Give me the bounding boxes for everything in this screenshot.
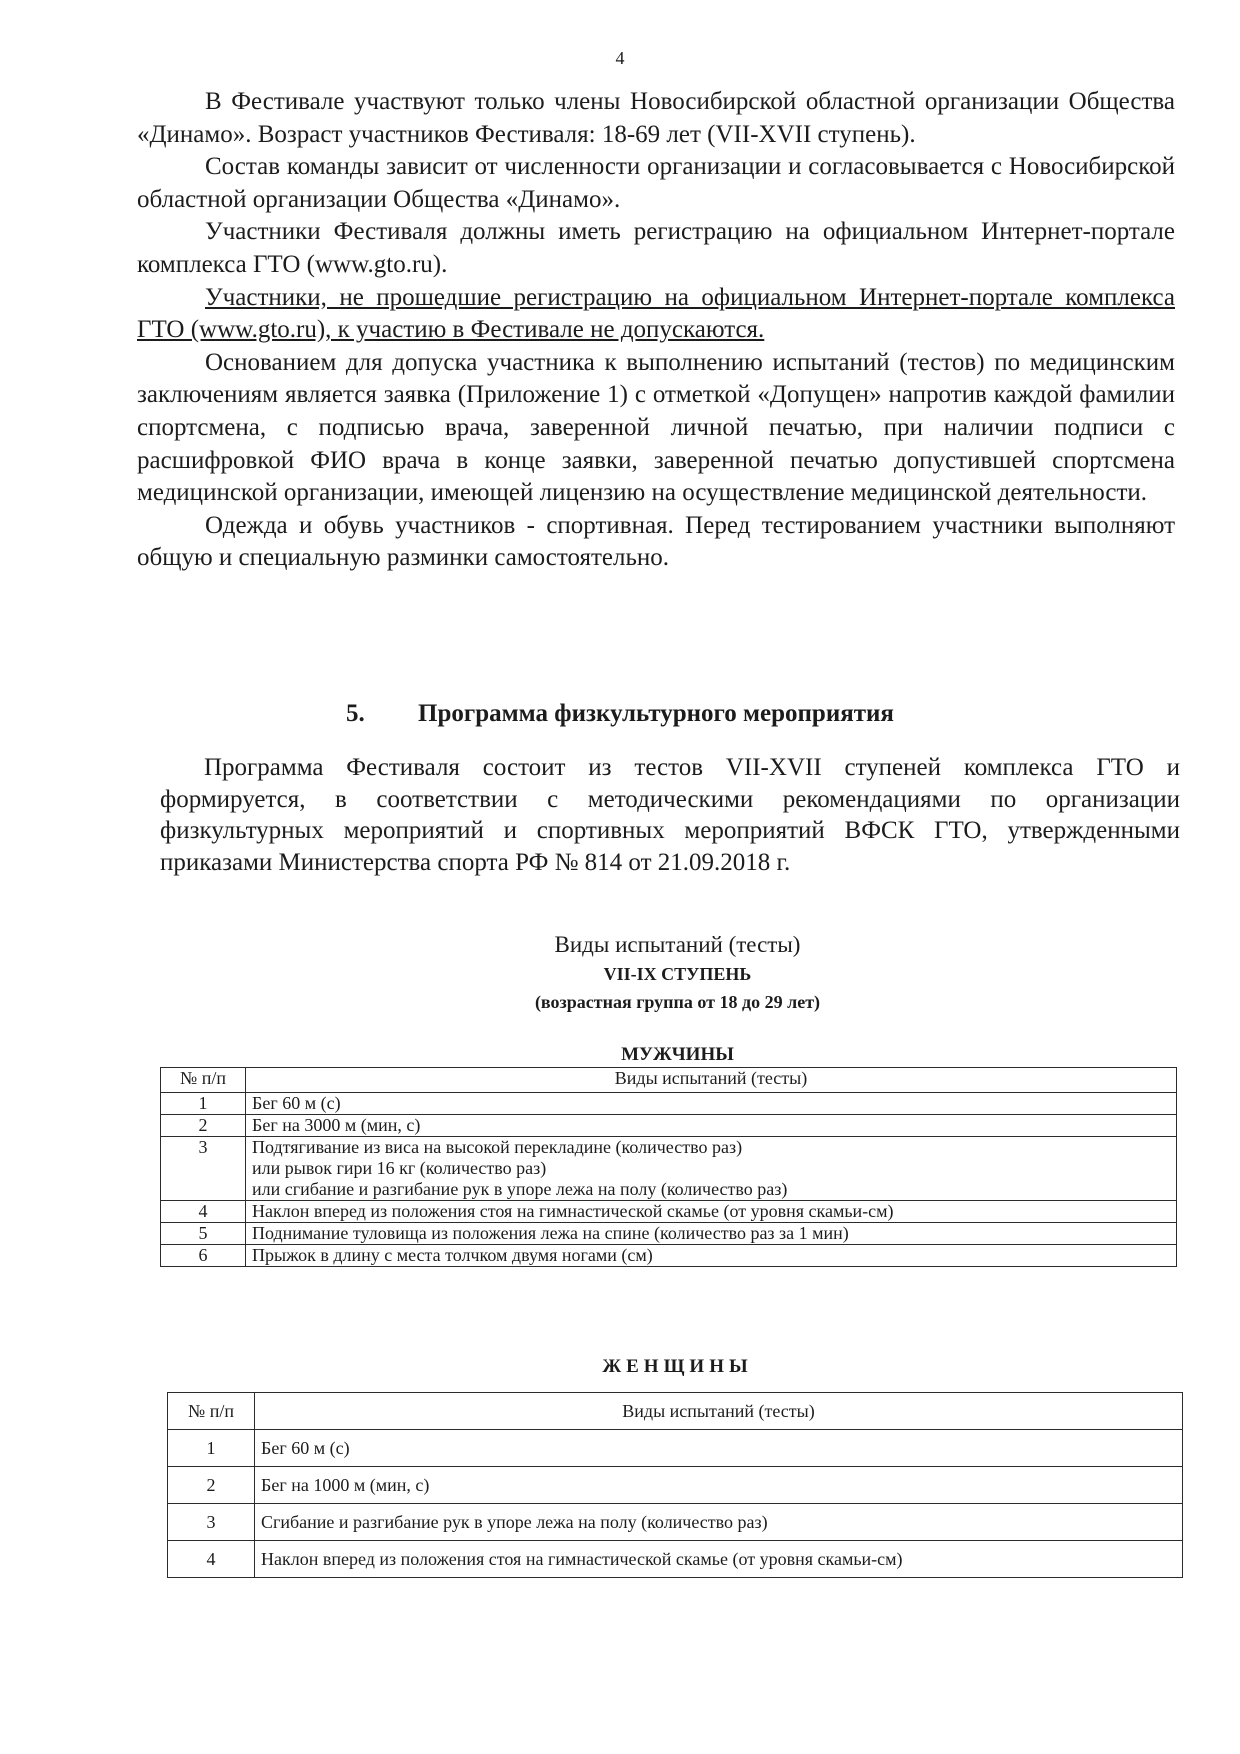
row-number: 1 (161, 1093, 246, 1115)
test-line: Подтягивание из виса на высокой перекладине (количество раз) (252, 1137, 743, 1157)
test-name (246, 1223, 1177, 1245)
table-row (161, 1223, 1177, 1245)
page-number: 4 (615, 48, 625, 68)
table-row (161, 1245, 1177, 1267)
test-name: Наклон вперед из положения стоя на гимнастической скамье (от уровня скамьи-см) (255, 1541, 1183, 1578)
test-line: Прыжок в длину с места толчком двумя ногами (см) (252, 1245, 653, 1265)
men-table-caption: МУЖЧИНЫ (621, 1044, 734, 1065)
row-number: 3 (168, 1504, 255, 1541)
women-table-caption: ЖЕНЩИНЫ (602, 1356, 753, 1377)
row-number: 2 (161, 1115, 246, 1137)
body-text (137, 86, 1175, 575)
paragraph-participants: В Фестивале участвуют только члены Новосибирской областной организации Общества «Динамо». Возраст участников Фестиваля: 18-69 лет (VII-XVII ступень). (137, 88, 1175, 148)
row-number: 4 (161, 1201, 246, 1223)
column-header-number: № п/п (168, 1393, 255, 1430)
paragraph-team-composition: Состав команды зависит от численности организации и согласовывается с Новосибирской областной организации Общества «Динамо». (137, 153, 1175, 213)
test-name (246, 1093, 1177, 1115)
column-header-number: № п/п (161, 1068, 246, 1093)
paragraph-medical-admission: Основанием для допуска участника к выполнению испытаний (тестов) по медицинским заключениям является заявка (Приложение 1) с отметкой «Допущен» напротив каждой фамилии спортсмена, с подписью врача, заверенной личной печатью, при наличии подписи с расшифровкой ФИО врача в конце заявки, заверенной печатью допустившей спортсмена медицинской организации, имеющей лицензию на осуществление медицинской деятельности. (137, 348, 1175, 507)
test-line: Поднимание туловища из положения лежа на спине (количество раз за 1 мин) (252, 1223, 849, 1243)
test-name: Сгибание и разгибание рук в упоре лежа на полу (количество раз) (255, 1504, 1183, 1541)
test-name (246, 1115, 1177, 1137)
row-number: 6 (161, 1245, 246, 1267)
test-name: Бег на 1000 м (мин, с) (255, 1467, 1183, 1504)
age-group-heading: (возрастная группа от 18 до 29 лет) (534, 992, 821, 1012)
test-line: Наклон вперед из положения стоя на гимнастической скамье (от уровня скамьи-см) (252, 1201, 894, 1221)
table-header-row (161, 1068, 1177, 1093)
paragraph-clothing: Одежда и обувь участников - спортивная. Перед тестированием участники выполняют общую и специальную разминки самостоятельно. (137, 511, 1175, 572)
row-number: 4 (168, 1541, 255, 1578)
section-title (0, 700, 1240, 728)
women-tests-table (167, 1392, 1183, 1578)
table-row (168, 1541, 1183, 1578)
section-number: 5. (346, 700, 365, 727)
paragraph-registration: Участники Фестиваля должны иметь регистрацию на официальном Интернет-портале комплекса ГТО (www.gto.ru). (137, 218, 1175, 278)
test-line: Бег 60 м (с) (252, 1093, 341, 1113)
test-name (246, 1137, 1177, 1201)
column-header-test: Виды испытаний (тесты) (246, 1068, 1177, 1093)
tests-heading: Виды испытаний (тесты) (554, 932, 801, 957)
stage-heading: VII-IX СТУПЕНЬ (603, 964, 752, 984)
column-header-test: Виды испытаний (тесты) (255, 1393, 1183, 1430)
row-number: 2 (168, 1467, 255, 1504)
program-text (160, 752, 1180, 878)
test-name (246, 1245, 1177, 1267)
row-number: 5 (161, 1223, 246, 1245)
section-title-text: Программа физкультурного мероприятия (418, 700, 894, 727)
men-tests-table (160, 1067, 1177, 1267)
paragraph-program: Программа Фестиваля состоит из тестов VII-XVII ступеней комплекса ГТО и формируется, в соответствии с методическими рекомендациями по организации физкультурных мероприятий и спортивных мероприятий ВФСК ГТО, утвержденными приказами Министерства спорта РФ № 814 от 21.09.2018 г. (160, 754, 1180, 876)
test-line: или сгибание и разгибание рук в упоре лежа на полу (количество раз) (252, 1179, 788, 1199)
table-row (168, 1430, 1183, 1467)
table-row (168, 1504, 1183, 1541)
table-row (168, 1467, 1183, 1504)
test-line: или рывок гири 16 кг (количество раз) (252, 1158, 547, 1178)
test-name (246, 1201, 1177, 1223)
row-number: 3 (161, 1137, 246, 1201)
table-row (161, 1115, 1177, 1137)
table-header-row (168, 1393, 1183, 1430)
table-row (161, 1093, 1177, 1115)
test-line: Бег на 3000 м (мин, с) (252, 1115, 421, 1135)
test-name: Бег 60 м (с) (255, 1430, 1183, 1467)
table-row (161, 1137, 1177, 1201)
row-number: 1 (168, 1430, 255, 1467)
table-row (161, 1201, 1177, 1223)
paragraph-registration-warning: Участники, не прошедшие регистрацию на официальном Интернет-портале комплекса ГТО (www.gto.ru), к участию в Фестивале не допускаются. (137, 283, 1175, 344)
